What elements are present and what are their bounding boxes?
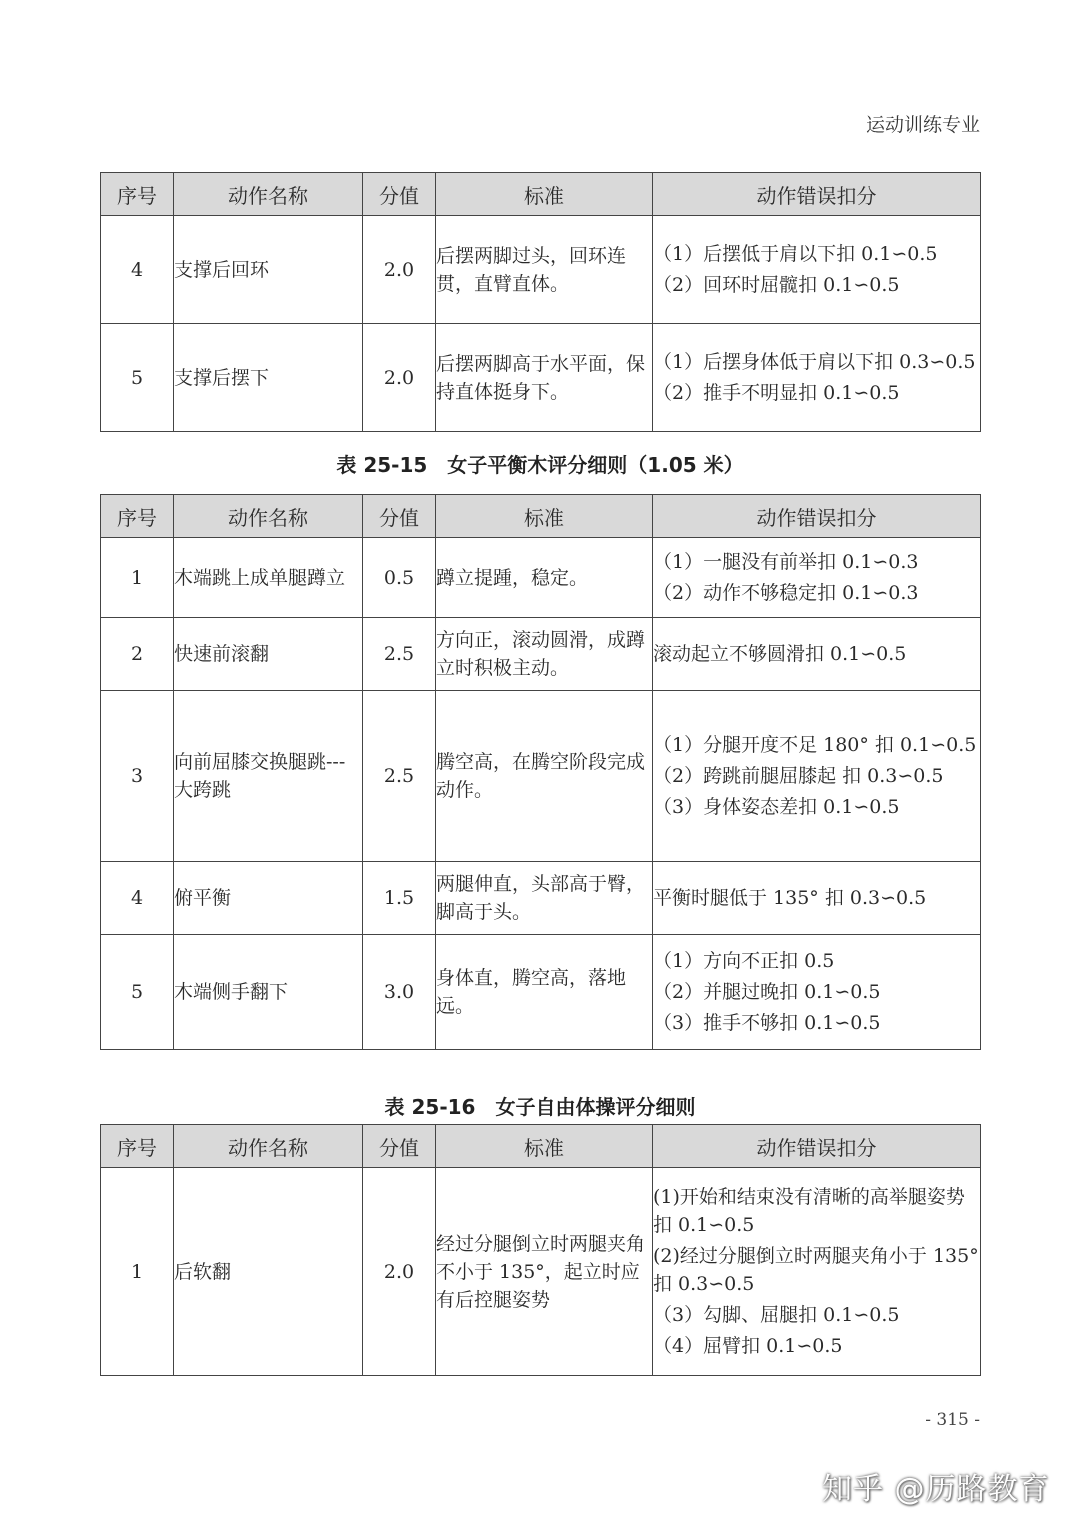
col-header-score: 分值 [363, 173, 436, 216]
col-header-standard: 标准 [436, 173, 653, 216]
row-standard: 两腿伸直，头部高于臀，脚高于头。 [436, 862, 653, 935]
col-header-deduction: 动作错误扣分 [653, 1125, 981, 1168]
row-standard: 后摆两脚过头，回环连贯，直臂直体。 [436, 216, 653, 324]
row-idx: 5 [101, 935, 174, 1050]
row-name: 向前屈膝交换腿跳---大跨跳 [174, 691, 363, 862]
row-idx: 4 [101, 216, 174, 324]
col-header-deduction: 动作错误扣分 [653, 173, 981, 216]
row-deductions [653, 935, 981, 1050]
row-standard: 经过分腿倒立时两腿夹角不小于 135°，起立时应有后控腿姿势 [436, 1168, 653, 1376]
table-header-row [101, 1125, 981, 1168]
row-name: 木端侧手翻下 [174, 935, 363, 1050]
row-idx: 1 [101, 1168, 174, 1376]
row-deductions [653, 618, 981, 691]
table-row [101, 618, 981, 691]
deduction-item: (1)开始和结束没有清晰的高举腿姿势 扣 0.1∽0.5 [653, 1186, 965, 1236]
row-name: 支撑后摆下 [174, 324, 363, 432]
deduction-item: （1）分腿开度不足 180° 扣 0.1∽0.5 [653, 734, 977, 756]
table-row [101, 216, 981, 324]
table-a [100, 172, 981, 432]
col-header-name: 动作名称 [174, 495, 363, 538]
deduction-item: （1）后摆身体低于肩以下扣 0.3∽0.5 [653, 351, 976, 373]
col-header-idx: 序号 [101, 173, 174, 216]
row-standard: 腾空高，在腾空阶段完成动作。 [436, 691, 653, 862]
row-deductions [653, 1168, 981, 1376]
table-header-row [101, 173, 981, 216]
deduction-item: （4）屈臂扣 0.1∽0.5 [653, 1335, 843, 1357]
deduction-item: （3）身体姿态差扣 0.1∽0.5 [653, 796, 900, 818]
page-number: - 315 - [925, 1410, 980, 1430]
row-score: 2.0 [363, 216, 436, 324]
deduction-item: （2）跨跳前腿屈膝起 扣 0.3∽0.5 [653, 765, 944, 787]
row-standard: 身体直，腾空高，落地远。 [436, 935, 653, 1050]
watermark: 知乎 @历路教育 [822, 1472, 1050, 1507]
table-row [101, 691, 981, 862]
col-header-idx: 序号 [101, 1125, 174, 1168]
row-deductions [653, 324, 981, 432]
deduction-item: 滚动起立不够圆滑扣 0.1∽0.5 [653, 643, 907, 665]
deduction-item: (2)经过分腿倒立时两腿夹角小于 135° 扣 0.3∽0.5 [653, 1245, 979, 1295]
row-standard: 方向正，滚动圆滑，成蹲立时积极主动。 [436, 618, 653, 691]
row-deductions [653, 216, 981, 324]
table-row [101, 324, 981, 432]
col-header-score: 分值 [363, 495, 436, 538]
table-c-caption: 表 25-16 女子自由体操评分细则 [384, 1095, 696, 1119]
table-b-caption: 表 25-15 女子平衡木评分细则（1.05 米） [336, 453, 744, 477]
row-deductions [653, 538, 981, 618]
table-header-row [101, 495, 981, 538]
row-score: 0.5 [363, 538, 436, 618]
table-c [100, 1124, 981, 1376]
table-row [101, 862, 981, 935]
col-header-deduction: 动作错误扣分 [653, 495, 981, 538]
row-name: 后软翻 [174, 1168, 363, 1376]
deduction-item: （2）回环时屈髋扣 0.1∽0.5 [653, 274, 900, 296]
row-idx: 5 [101, 324, 174, 432]
header-right-text: 运动训练专业 [865, 114, 980, 136]
row-score: 2.5 [363, 691, 436, 862]
row-standard: 蹲立提踵，稳定。 [436, 538, 653, 618]
col-header-standard: 标准 [436, 1125, 653, 1168]
row-score: 1.5 [363, 862, 436, 935]
table-row [101, 1168, 981, 1376]
deduction-item: （1）后摆低于肩以下扣 0.1∽0.5 [653, 243, 938, 265]
col-header-name: 动作名称 [174, 1125, 363, 1168]
deduction-item: （3）勾脚、屈腿扣 0.1∽0.5 [653, 1304, 900, 1326]
row-score: 2.0 [363, 324, 436, 432]
deduction-item: （3）推手不够扣 0.1∽0.5 [653, 1012, 881, 1034]
table-row [101, 935, 981, 1050]
deduction-item: （2）动作不够稳定扣 0.1∽0.3 [653, 582, 919, 604]
col-header-idx: 序号 [101, 495, 174, 538]
row-name: 俯平衡 [174, 862, 363, 935]
row-idx: 4 [101, 862, 174, 935]
deduction-item: （2）推手不明显扣 0.1∽0.5 [653, 382, 900, 404]
row-deductions [653, 691, 981, 862]
deduction-item: （1）方向不正扣 0.5 [653, 950, 835, 972]
col-header-score: 分值 [363, 1125, 436, 1168]
row-name: 快速前滚翻 [174, 618, 363, 691]
row-deductions [653, 862, 981, 935]
row-standard: 后摆两脚高于水平面，保持直体挺身下。 [436, 324, 653, 432]
row-idx: 2 [101, 618, 174, 691]
row-idx: 1 [101, 538, 174, 618]
col-header-standard: 标准 [436, 495, 653, 538]
row-name: 木端跳上成单腿蹲立 [174, 538, 363, 618]
table-b [100, 494, 981, 1050]
deduction-item: （1）一腿没有前举扣 0.1∽0.3 [653, 551, 919, 573]
row-score: 3.0 [363, 935, 436, 1050]
deduction-item: 平衡时腿低于 135° 扣 0.3∽0.5 [653, 887, 927, 909]
row-score: 2.0 [363, 1168, 436, 1376]
row-score: 2.5 [363, 618, 436, 691]
row-idx: 3 [101, 691, 174, 862]
row-name: 支撑后回环 [174, 216, 363, 324]
col-header-name: 动作名称 [174, 173, 363, 216]
deduction-item: （2）并腿过晚扣 0.1∽0.5 [653, 981, 881, 1003]
table-row [101, 538, 981, 618]
